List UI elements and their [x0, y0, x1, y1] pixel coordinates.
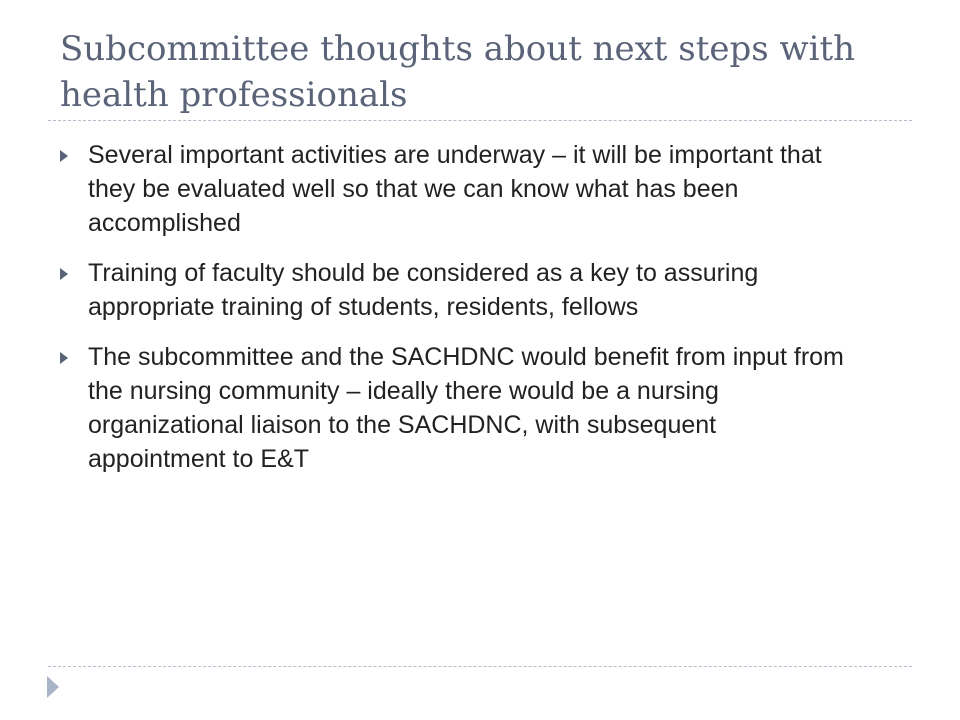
triangle-bullet-icon: [60, 352, 68, 364]
bullet-item: [60, 138, 860, 240]
bullet-item: [60, 340, 860, 476]
title-divider: [48, 120, 912, 121]
triangle-bullet-icon: [60, 150, 68, 162]
slide-title: Subcommittee thoughts about next steps with health professionals: [60, 29, 856, 115]
footer-divider: [48, 666, 912, 667]
bullet-text: Training of faculty should be considered as a key to assuring appropriate training of students, residents, fellows: [88, 259, 759, 321]
bullet-item: [60, 256, 860, 324]
bullet-list: [60, 138, 860, 492]
slide-marker-icon: [47, 676, 59, 698]
bullet-text: The subcommittee and the SACHDNC would benefit from input from the nursing community – ideally there would be a nursing organizational liaison to the SACHDNC, with subsequent appointment to E&T: [88, 343, 844, 473]
triangle-bullet-icon: [60, 268, 68, 280]
bullet-text: Several important activities are underway – it will be important that they be evaluated well so that we can know what has been accomplished: [88, 141, 822, 237]
